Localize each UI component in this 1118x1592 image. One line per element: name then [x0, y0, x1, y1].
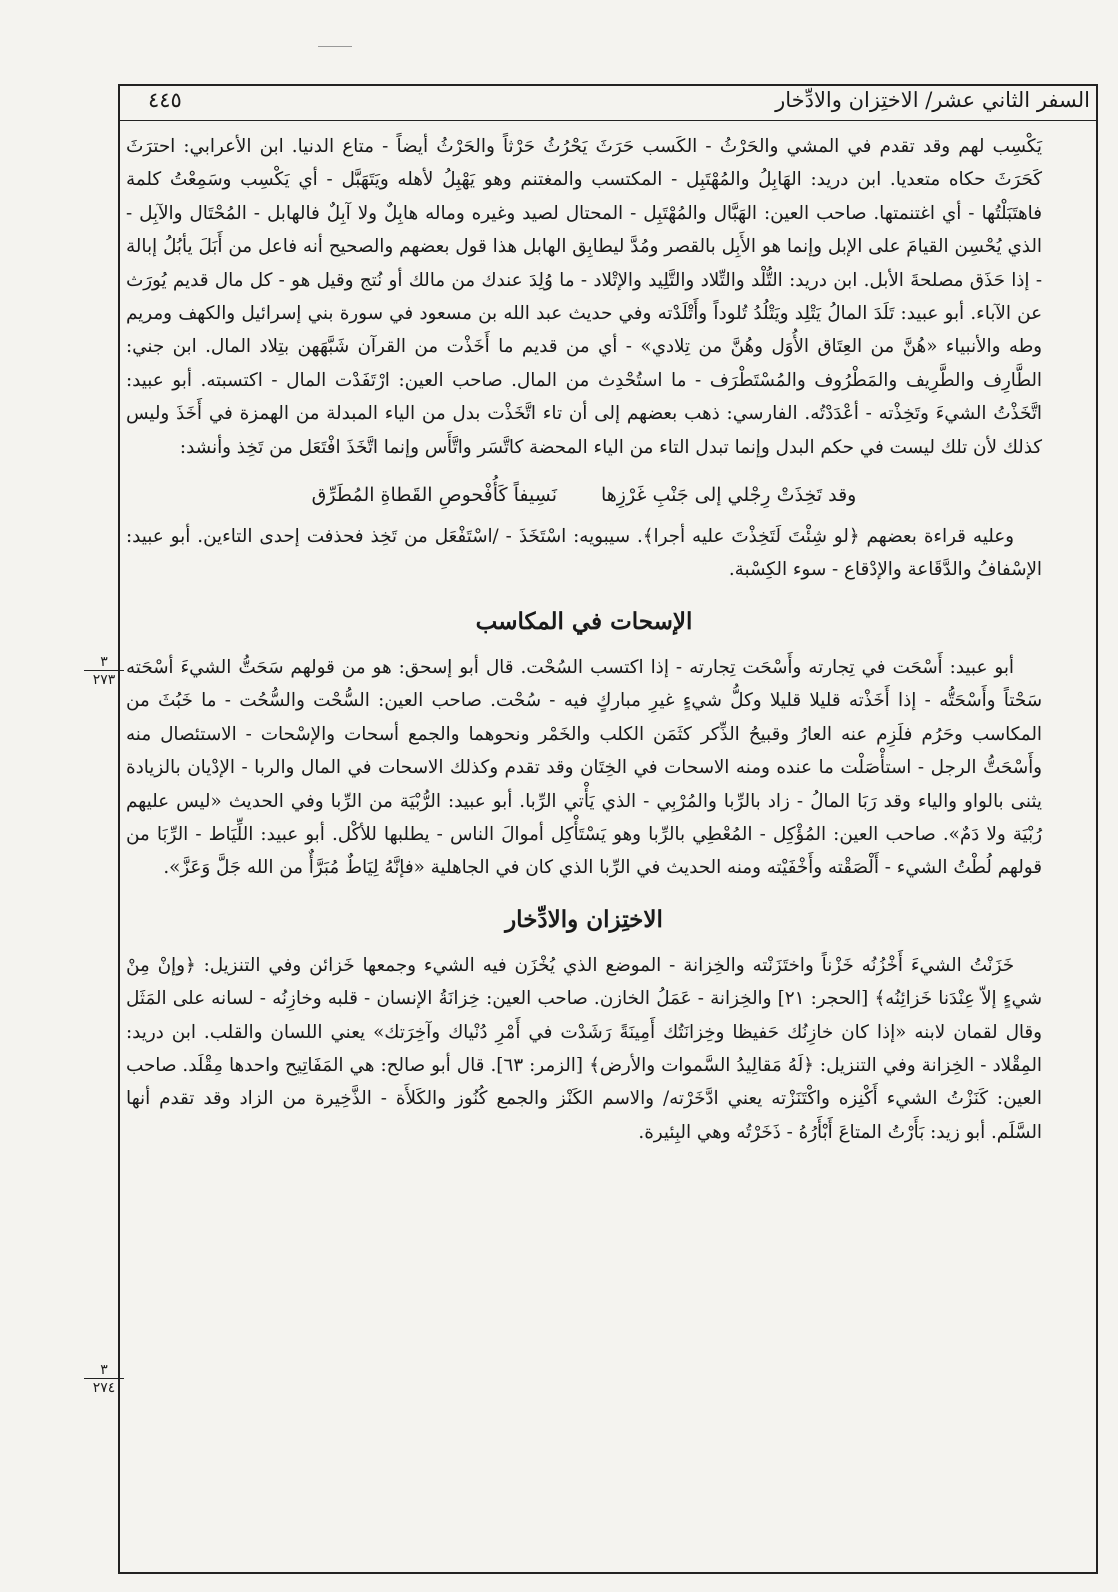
scan-mark	[318, 46, 352, 47]
section-paragraph: أبو عبيد: أَسْحَت في تِجارته وأَسْحَت تِجارته - إذا اكتسب السُحْت. قال أبو إسحق: هو من قولهم سَحَتُّ الشيءَ أسْحَته سَحْتاً وأَسْحَتُّه - إذا أَخَذْته قليلا قليلا وكلُّ شيءٍ غيرِ مباركٍ فيه - سُحْت. صاحب العين: السُّحْت والسُّحُت - ما خَبُثَ من المكاسب وحَرُم فلَزِم عنه العارُ وقبيحُ الذِّكر كثَمَن الكلب والخَمْر ونحوهما والجمع أسحات والإسْحات - الاستئصال منه وأَسْحَتُّ الرجل - استأْصَلْت ما عنده ومنه الاسحات في الخِتَان وقد تقدم وكذلك الاسحات في المال والربا - الإدْيان بالزيادة يثنى بالواو والياء وقد رَبَا المالُ - زاد بالرِّبا والمُرْبِي - الذي يَأْتي الرِّبا. أبو عبيد: الرُّبْيَة من الرِّبا وفي الحديث «ليس عليهم رُبْيَة ولا دَمٌ». صاحب العين: المُؤْكِل - المُعْطِي بالرِّبا وهو يَسْتَأْكِل أموالَ الناس - يطلبها للأكْل. أبو عبيد: اللِّيَاط - الرِّبَا من قولهم لُطْتُ الشيء - أَلْصَقْته وأَخْفَيْته ومنه الحديث في الرِّبا الذي كان في الجاهلية «فإنَّهُ لِيَاطٌ مُبَرَّأٌ من الله جَلَّ وَعَزَّ».	[126, 656, 1042, 879]
poem-verse	[126, 478, 1042, 512]
poem-hemistich-second: نَسِيفاً كَأُفْحوصِ القَطاةِ المُطَرِّق	[311, 484, 557, 507]
section-paragraph: خَزَنْتُ الشيءَ أَخْزُنُه خَزْناً واختَزَنْته والخِزانة - الموضع الذي يُخْزَن فيه الشيء وجمعها خَزائن وفي التنزيل: ﴿وإنْ مِنْ شيءٍ إلاّ عِنْدَنا خَزائِنُه﴾ [الحجر: ٢١] والخِزانة - عَمَلُ الخازن. صاحب العين: خِزانَةُ الإنسان - قلبه وخازِنُه - لسانه على المَثَل وقال لقمان لابنه «إذا كان خازِنُك حَفيظا وخِزانَتُك أَمِينَةً رَشَدْت في أَمْرِ دُنْياك وآخِرَتك» يعني اللسان والقلب. ابن دريد: المِقْلاد - الخِزانة وفي التنزيل: ﴿لَهُ مَقالِيدُ السَّموات والأرض﴾ [الزمر: ٦٣]. قال أبو صالح: هي المَفَاتِيح واحدها مِقْلَد. صاحب العين: كَنَزْتُ الشيء أَكْنِزه واكْتَنَزْته يعني ادَّخَرْته/ والاسم الكَنْز والجمع كُنُوز والكَلأَة - الذَّخِيرة من الزاد وقد تقدم أنها السَّلَم. أبو زيد: بَأَرْتُ المتاعَ أَبْأَرُهُ - ذَخَرْتُه وهي البِئيرة.	[126, 954, 1042, 1143]
header-rule	[118, 120, 1098, 121]
intro-paragraph: يَكْسِب لهم وقد تقدم في المشي والحَرْثُ - الكَسب حَرَثَ يَحْرُثُ حَرْثاً والحَرْثُ أيضاً - متاع الدنيا. ابن الأعرابي: احترَثَ كَحَرَثَ حكاه متعديا. ابن دريد: الهَابِلُ والمُهْتَبِل - المكتسب والمغتنم وهو يَهْبِلُ لأهله ويَتَهَبَّل - أي يَكْسِب وسَمِعْتُ كلمة فاهتَبَلْتُها - أي اغتنمتها. صاحب العين: الهَبَّال والمُهْتَبِل - المحتال لصيد وغيره وماله هابِلٌ ولا آبِلٌ فالهابل - المُحْتَال والآبِل - الذي يُحْسِن القيامَ على الإبل وإنما هو الأَبِل بالقصر ومُدَّ ليطابِق الهابل هذا قول بعضهم والصحيح أنه فاعل من أَبَلَ يأبُلُ إبالة - إذا حَذَق مصلحةَ الأبل. ابن دريد: التُّلْد والتِّلاد والتَّلِيد والإتْلاد - ما وُلِدَ عندك من مالك أو نُتج وقيل هو - كل مال قديم يُورَث عن الآباء. أبو عبيد: تَلَدَ المالُ يَتْلِد ويَتْلُدُ تُلوداً وأَتْلَدْته وفي حديث عبد الله بن مسعود في سورة بني إسرائيل والكهف ومريم وطه والأنبياء «هُنَّ من العِتَاق الأُوَل وهُنَّ من تِلادي» - أي من قديم ما أَخَذْت من القرآن شَبَّهَهن بتِلاد المال. ابن جني: الطَّارِف والطَّرِيف والمَطْرُوف والمُسْتَطْرَف - ما استُحْدِث من المال. صاحب العين: ارْتَفَدْت المال - اكتسبته. أبو عبيد: اتَّخَذْتُ الشيءَ وتَخِذْته - أعْدَدْتُه. الفارسي: ذهب بعضهم إلى أن تاء اتَّخَذْت بدل من الياء المبدلة من الهمزة في أَخَذَ وليس كذلك لأن تلك ليست في حكم البدل وإنما تبدل التاء من الياء المحضة كاتَّسَر واتَّأَس وإنما اتَّخَذَ افْتَعَل من تَخِذ وأنشد:	[126, 136, 1042, 458]
poem-hemistich-first: وقد تَخِذَتْ رِجْلي إلى جَنْبِ غَرْزِها	[601, 484, 857, 507]
section-heading: الاختِزان والادِّخار	[505, 905, 663, 933]
margin-reference-volume: ٣	[100, 654, 108, 670]
margin-reference	[84, 654, 124, 688]
intro-continuation-paragraph: وعليه قراءة بعضهم ﴿لو شِئْتَ لَتَخِذْتَ عليه أجرا﴾. سيبويه: اسْتَخَذَ - /اسْتَفْعَل من تَخِذ فحذفت إحدى التاءين. أبو عبيد: الإسْفافُ والدَّقَاعة والإدْقاع - سوء الكِسْبة.	[126, 526, 1042, 581]
margin-reference	[84, 1362, 124, 1396]
margin-reference-volume: ٣	[100, 1362, 108, 1378]
margin-reference-page: ٢٧٤	[84, 1378, 124, 1396]
margin-reference-page: ٢٧٣	[84, 670, 124, 688]
section-heading: الإسحات في المكاسب	[475, 607, 693, 635]
page-number: ٤٤٥	[148, 88, 182, 112]
running-title: السفر الثاني عشر/ الاختِزان والادِّخار	[775, 88, 1090, 112]
main-text	[126, 130, 1042, 1149]
